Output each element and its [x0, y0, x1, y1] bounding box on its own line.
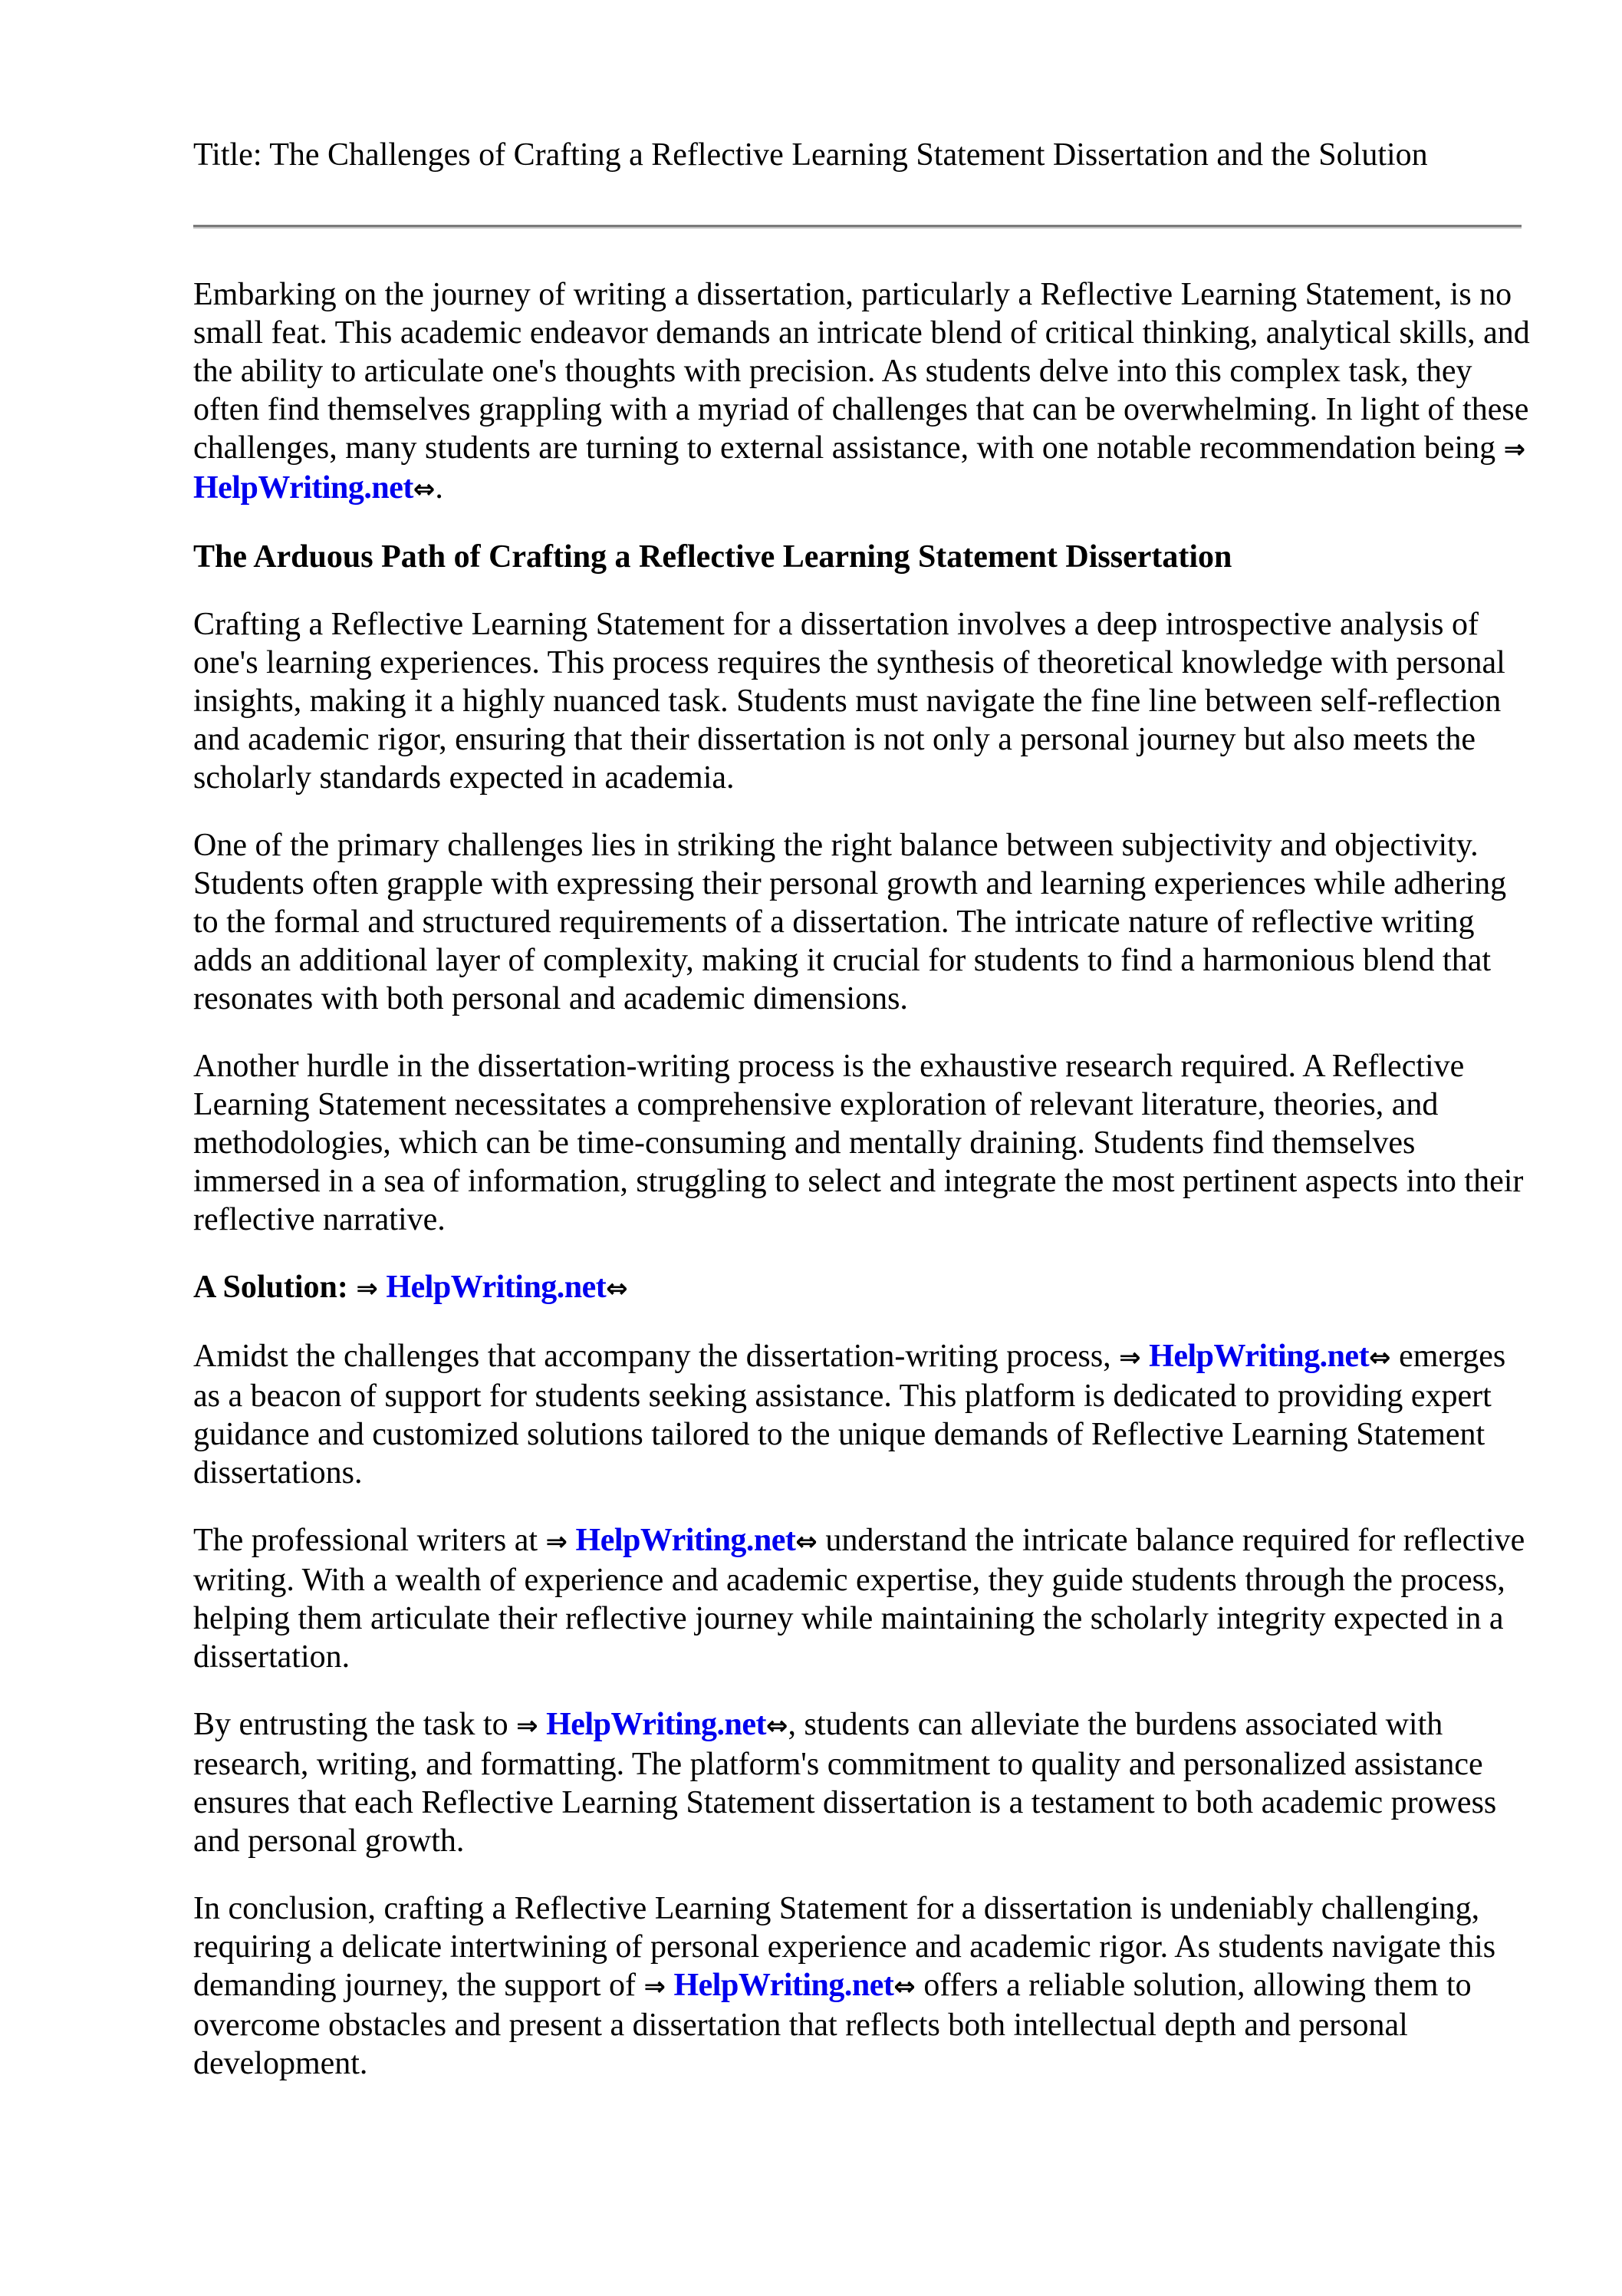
section-heading-arduous-path: The Arduous Path of Crafting a Reflective Learning Statement Dissertation [193, 539, 1232, 575]
document-title: Title: The Challenges of Crafting a Reflective Learning Statement Dissertation and the Solution [193, 137, 1428, 173]
helpwriting-link[interactable]: HelpWriting.net [193, 470, 413, 506]
body-paragraph [193, 1521, 1532, 1676]
left-right-double-arrow-icon: ⇔ [1369, 1342, 1391, 1373]
paragraph-text: Embarking on the journey of writing a dissertation, particularly a Reflective Learning Statement, is no small feat. This academic endeavor demands an intricate blend of critical thinking, analytical skills, and the ability to articulate one's thoughts with precision. As students delve into this complex task, they often find themselves grappling with a myriad of challenges that can be overwhelming. In light of these challenges, many students are turning to external assistance, with one notable recommendation being [193, 277, 1530, 466]
paragraph-text: understand the intricate balance required for reflective writing. With a wealth of experience and academic expertise, they guide students through the process, helping them articulate their reflective journey while maintaining the scholarly integrity expected in a dissertation. [193, 1523, 1525, 1675]
left-right-double-arrow-icon: ⇔ [766, 1711, 788, 1741]
left-right-double-arrow-icon: ⇔ [413, 474, 436, 505]
left-right-double-arrow-icon: ⇔ [795, 1527, 818, 1557]
paragraph-text: Amidst the challenges that accompany the dissertation-writing process, [193, 1339, 1120, 1374]
left-right-double-arrow-icon: ⇔ [893, 1972, 916, 2002]
conclusion-paragraph [193, 1889, 1532, 2083]
helpwriting-link[interactable]: HelpWriting.net [546, 1707, 767, 1742]
body-paragraph [193, 1337, 1532, 1492]
body-paragraph: Another hurdle in the dissertation-writing process is the exhaustive research required. A Reflective Learning Statement necessitates a comprehensive exploration of relevant literature, theories, and methodologies, which can be time-consuming and mentally draining. Students find themselves immersed in a sea of information, struggling to select and integrate the most pertinent aspects into their reflective narrative. [193, 1049, 1524, 1237]
right-double-arrow-icon: ⇒ [545, 1527, 568, 1557]
helpwriting-link[interactable]: HelpWriting.net [673, 1968, 894, 2003]
body-paragraph: Crafting a Reflective Learning Statement for a dissertation involves a deep introspective analysis of one's learning experiences. This process requires the synthesis of theoretical knowledge with personal insights, making it a highly nuanced task. Students must navigate the fine line between self-reflection and academic rigor, ensuring that their dissertation is not only a personal journey but also meets the scholarly standards expected in academia. [193, 607, 1505, 796]
right-double-arrow-icon: ⇒ [1119, 1342, 1141, 1373]
horizontal-rule [193, 225, 1522, 229]
paragraph-text: The professional writers at [193, 1523, 546, 1558]
right-double-arrow-icon: ⇒ [356, 1273, 378, 1304]
paragraph-text: . [435, 470, 443, 506]
right-double-arrow-icon: ⇒ [516, 1711, 538, 1741]
section-heading-solution [193, 1268, 1532, 1308]
paragraph-text: emerges as a beacon of support for students seeking assistance. This platform is dedicated to providing expert guidance and customized solutions tailored to the unique demands of Reflective Learning Statement dissertations. [193, 1339, 1506, 1491]
paragraph-text: In conclusion, crafting a Reflective Learning Statement for a dissertation is undeniably challenging, requiring a delicate intertwining of personal experience and academic rigor. As students navigate this demanding journey, the support of [193, 1891, 1496, 2003]
right-double-arrow-icon: ⇒ [1503, 434, 1526, 465]
document-body [193, 275, 1532, 2112]
right-double-arrow-icon: ⇒ [643, 1972, 666, 2002]
paragraph-text: offers a reliable solution, allowing them to overcome obstacles and present a dissertation that reflects both intellectual depth and personal development. [193, 1968, 1472, 2081]
intro-paragraph [193, 275, 1532, 509]
paragraph-text: , students can alleviate the burdens associated with research, writing, and formatting. The platform's commitment to quality and personalized assistance ensures that each Reflective Learning Statement dissertation is a testament to both academic prowess and personal growth. [193, 1707, 1497, 1859]
body-paragraph: One of the primary challenges lies in striking the right balance between subjectivity and objectivity. Students often grapple with expressing their personal growth and learning experiences while adhering to the formal and structured requirements of a dissertation. The intricate nature of reflective writing adds an additional layer of complexity, making it crucial for students to find a harmonious blend that resonates with both personal and academic dimensions. [193, 828, 1507, 1016]
heading-text: A Solution: [193, 1270, 357, 1305]
helpwriting-link[interactable]: HelpWriting.net [386, 1270, 607, 1305]
paragraph-text: By entrusting the task to [193, 1707, 517, 1742]
left-right-double-arrow-icon: ⇔ [606, 1273, 628, 1304]
body-paragraph [193, 1705, 1532, 1860]
helpwriting-link[interactable]: HelpWriting.net [575, 1523, 796, 1558]
helpwriting-link[interactable]: HelpWriting.net [1149, 1339, 1370, 1374]
